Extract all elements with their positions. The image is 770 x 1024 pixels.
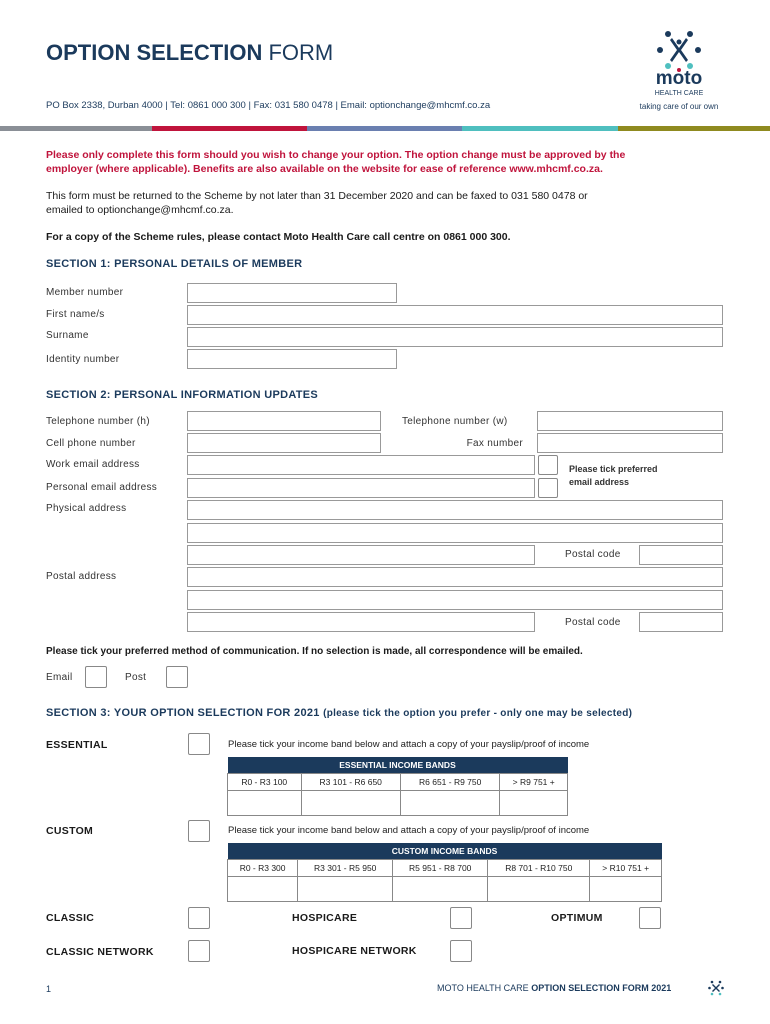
surname-field[interactable] xyxy=(187,327,723,347)
postal-label: Postal address xyxy=(46,571,117,582)
color-bar-red xyxy=(152,126,307,131)
first-names-field[interactable] xyxy=(187,305,723,325)
classic-network-checkbox[interactable] xyxy=(188,940,210,962)
physical-label: Physical address xyxy=(46,503,127,514)
member-number-field[interactable] xyxy=(187,283,397,303)
postal-line-2[interactable] xyxy=(187,590,723,610)
physical-postal-code-field[interactable] xyxy=(639,545,723,565)
color-bar-blue xyxy=(307,126,462,131)
postal-postal-code-label: Postal code xyxy=(565,617,621,628)
custom-band-2: R3 301 - R5 950 xyxy=(298,860,393,877)
custom-band-3: R5 951 - R8 700 xyxy=(393,860,488,877)
essential-band-4: > R9 751 + xyxy=(500,774,568,791)
custom-band-4-tick[interactable] xyxy=(488,877,590,902)
classic-label: CLASSIC xyxy=(46,912,95,924)
first-names-label: First name/s xyxy=(46,309,105,320)
custom-band-5-tick[interactable] xyxy=(590,877,662,902)
section3-heading-text: SECTION 3: YOUR OPTION SELECTION FOR 2021 xyxy=(46,707,320,719)
essential-label: ESSENTIAL xyxy=(46,739,108,751)
physical-postal-code-label: Postal code xyxy=(565,549,621,560)
email-pref-label: Email xyxy=(46,672,73,683)
moto-logo-icon xyxy=(632,28,726,72)
logo-name: moto xyxy=(655,68,703,89)
classic-network-label: CLASSIC NETWORK xyxy=(46,946,154,958)
physical-line-2[interactable] xyxy=(187,523,723,543)
cell-field[interactable] xyxy=(187,433,381,453)
tel-h-label: Telephone number (h) xyxy=(46,416,150,427)
warning-line-2: employer (where applicable). Benefits are also available on the website for ease of reference www.mhcmf.co.za. xyxy=(46,163,603,175)
post-pref-label: Post xyxy=(125,672,147,683)
hospicare-label: HOSPICARE xyxy=(292,912,358,924)
page-title xyxy=(46,40,333,66)
personal-email-checkbox[interactable] xyxy=(538,478,558,498)
tel-w-label: Telephone number (w) xyxy=(402,416,508,427)
footer-prefix: MOTO HEALTH CARE xyxy=(437,983,529,993)
page-number: 1 xyxy=(46,984,52,994)
color-bar-teal xyxy=(462,126,618,131)
hospicare-network-checkbox[interactable] xyxy=(450,940,472,962)
essential-instruction: Please tick your income band below and attach a copy of your payslip/proof of income xyxy=(228,739,590,750)
return-line-2: emailed to optionchange@mhcmf.co.za. xyxy=(46,204,234,216)
postal-line-1[interactable] xyxy=(187,567,723,587)
footer-title xyxy=(437,983,671,993)
essential-band-1-tick[interactable] xyxy=(228,791,302,816)
tick-note xyxy=(569,463,658,489)
title-rest: FORM xyxy=(268,40,334,65)
work-email-label: Work email address xyxy=(46,459,140,470)
contact-line: PO Box 2338, Durban 4000 | Tel: 0861 000 300 | Fax: 031 580 0478 | Email: optionchange@mhcmf.co.za xyxy=(46,100,491,111)
personal-email-label: Personal email address xyxy=(46,482,158,493)
essential-checkbox[interactable] xyxy=(188,733,210,755)
footer-logo-icon xyxy=(708,980,724,996)
hospicare-checkbox[interactable] xyxy=(450,907,472,929)
post-pref-checkbox[interactable] xyxy=(166,666,188,688)
classic-checkbox[interactable] xyxy=(188,907,210,929)
essential-band-2: R3 101 - R6 650 xyxy=(301,774,400,791)
essential-band-1: R0 - R3 100 xyxy=(228,774,302,791)
title-bold: OPTION SELECTION xyxy=(46,40,263,65)
physical-line-1[interactable] xyxy=(187,500,723,520)
essential-band-4-tick[interactable] xyxy=(500,791,568,816)
essential-band-2-tick[interactable] xyxy=(301,791,400,816)
work-email-checkbox[interactable] xyxy=(538,455,558,475)
custom-label: CUSTOM xyxy=(46,825,94,837)
cell-label: Cell phone number xyxy=(46,438,136,449)
email-pref-checkbox[interactable] xyxy=(85,666,107,688)
footer-bold: OPTION SELECTION FORM 2021 xyxy=(531,983,672,993)
postal-line-3[interactable] xyxy=(187,612,535,632)
essential-bands-title: ESSENTIAL INCOME BANDS xyxy=(228,757,568,774)
tick-note-line-2: email address xyxy=(569,477,630,487)
surname-label: Surname xyxy=(46,330,89,341)
essential-band-3: R6 651 - R9 750 xyxy=(400,774,499,791)
work-email-field[interactable] xyxy=(187,455,535,475)
custom-instruction: Please tick your income band below and attach a copy of your payslip/proof of income xyxy=(228,825,590,836)
section3-heading xyxy=(46,707,632,719)
moto-logo xyxy=(632,28,726,114)
physical-line-3[interactable] xyxy=(187,545,535,565)
identity-number-label: Identity number xyxy=(46,354,120,365)
tel-h-field[interactable] xyxy=(187,411,381,431)
tel-w-field[interactable] xyxy=(537,411,723,431)
warning-line-1: Please only complete this form should you wish to change your option. The option change must be approved by the xyxy=(46,149,626,161)
fax-field[interactable] xyxy=(537,433,723,453)
custom-band-1: R0 - R3 300 xyxy=(228,860,298,877)
custom-band-2-tick[interactable] xyxy=(298,877,393,902)
section2-heading: SECTION 2: PERSONAL INFORMATION UPDATES xyxy=(46,389,319,401)
custom-band-1-tick[interactable] xyxy=(228,877,298,902)
custom-checkbox[interactable] xyxy=(188,820,210,842)
tick-note-line-1: Please tick preferred xyxy=(569,464,658,474)
logo-tagline: taking care of our own xyxy=(639,102,719,111)
custom-bands-table xyxy=(227,843,662,902)
essential-band-3-tick[interactable] xyxy=(400,791,499,816)
custom-bands-title: CUSTOM INCOME BANDS xyxy=(228,843,662,860)
optimum-checkbox[interactable] xyxy=(639,907,661,929)
rules-note: For a copy of the Scheme rules, please contact Moto Health Care call centre on 0861 000 300. xyxy=(46,231,511,243)
member-number-label: Member number xyxy=(46,287,124,298)
essential-bands-table xyxy=(227,757,568,816)
optimum-label: OPTIMUM xyxy=(551,912,603,924)
section1-heading: SECTION 1: PERSONAL DETAILS OF MEMBER xyxy=(46,258,303,270)
logo-sub: HEALTH CARE xyxy=(654,90,704,97)
hospicare-network-label: HOSPICARE NETWORK xyxy=(292,945,417,957)
comm-pref-note: Please tick your preferred method of communication. If no selection is made, all correspondence will be emailed. xyxy=(46,646,583,657)
personal-email-field[interactable] xyxy=(187,478,535,498)
fax-label: Fax number xyxy=(466,438,523,449)
section3-heading-note: (please tick the option you prefer - only one may be selected) xyxy=(323,708,633,719)
color-bar-grey xyxy=(0,126,152,131)
custom-band-4: R8 701 - R10 750 xyxy=(488,860,590,877)
return-line-1: This form must be returned to the Scheme by not later than 31 December 2020 and can be faxed to 031 580 0478 or xyxy=(46,190,588,202)
custom-band-5: > R10 751 + xyxy=(590,860,662,877)
postal-postal-code-field[interactable] xyxy=(639,612,723,632)
custom-band-3-tick[interactable] xyxy=(393,877,488,902)
color-bar-olive xyxy=(618,126,770,131)
identity-number-field[interactable] xyxy=(187,349,397,369)
